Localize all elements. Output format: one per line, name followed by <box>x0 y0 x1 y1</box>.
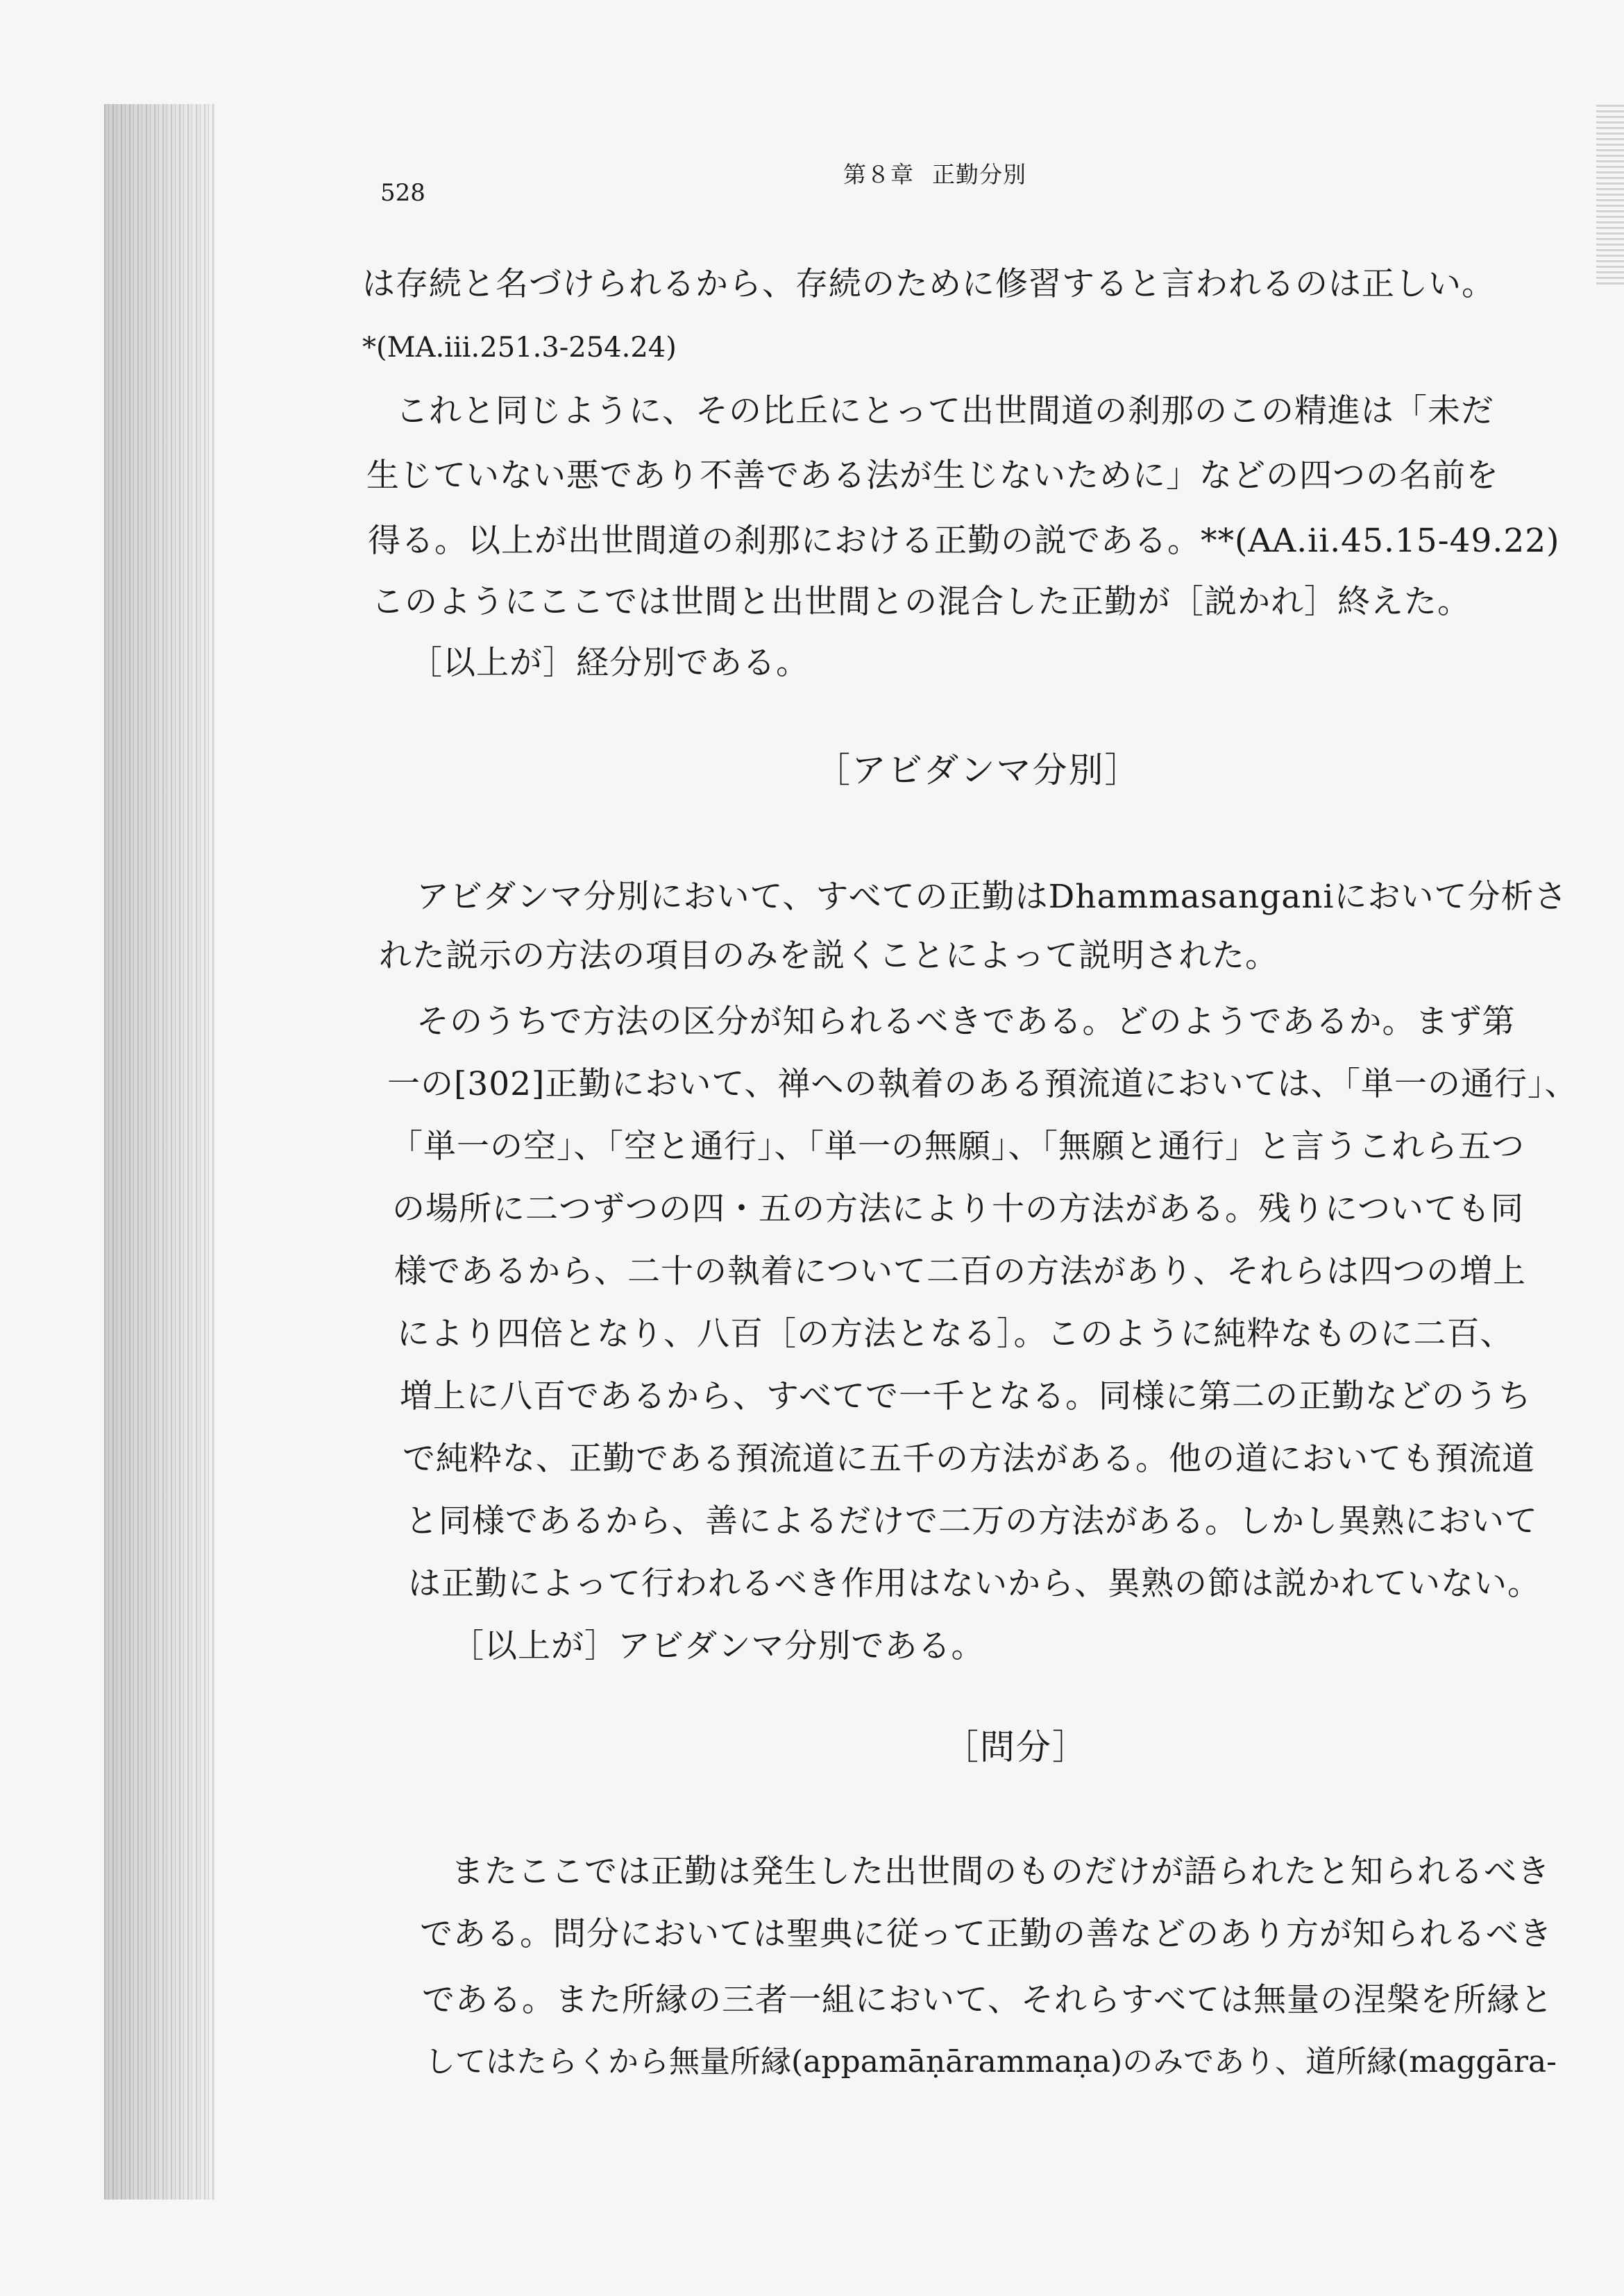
text-line: は正勤によって行われるべき作用はないから、異熟の節は説かれていない。 <box>408 1565 1541 1603</box>
text-line: と同様であるから、善によるだけで二万の方法がある。しかし異熟において <box>405 1502 1538 1540</box>
text-line: これと同じように、その比丘にとって出世間道の刹那のこの精進は「未だ <box>396 392 1495 430</box>
chapter-label: 第８章 <box>843 161 914 188</box>
text-line: で純粋な、正勤である預流道に五千の方法がある。他の道においても預流道 <box>403 1440 1535 1478</box>
citation-line: *(MA.iii.251.3-254.24) <box>362 332 677 364</box>
scan-binding-shadow <box>104 104 215 2200</box>
text-line: ［以上が］経分別である。 <box>409 644 809 682</box>
running-head <box>843 157 1026 189</box>
text-line: 様であるから、二十の執着について二百の方法があり、それらは四つの増上 <box>394 1252 1527 1291</box>
text-line: は存続と名づけられるから、存続のために修習すると言われるのは正しい。 <box>362 265 1495 303</box>
text-line: してはたらくから無量所縁(appamāṇārammaṇa)のみであり、道所縁(maggāra- <box>425 2044 1557 2080</box>
text-line: そのうちで方法の区分が知られるべきである。どのようであるか。まず第 <box>416 1003 1516 1041</box>
text-line: またここでは正勤は発生した出世間のものだけが語られたと知られるべき <box>451 1853 1550 1891</box>
text-line: により四倍となり、八百［の方法となる］。このように純粋なものに二百、 <box>397 1315 1514 1353</box>
text-line: である。また所縁の三者一組において、それらすべては無量の涅槃を所縁と <box>422 1981 1554 2019</box>
section-heading: ［アビダンマ分別］ <box>815 750 1141 790</box>
chapter-title: 正勤分別 <box>932 161 1026 188</box>
text-line: 増上に八百であるから、すべてで一千となる。同様に第二の正勤などのうち <box>400 1377 1532 1415</box>
text-line: 一の[302]正勤において、禅への執着のある預流道においては、「単一の通行」、 <box>387 1065 1578 1103</box>
text-line: このようにここでは世間と出世間との混合した正勤が［説かれ］終えた。 <box>371 583 1471 621</box>
text-line: ［以上が］アビダンマ分別である。 <box>451 1627 985 1665</box>
text-line: れた説示の方法の項目のみを説くことによって説明された。 <box>379 937 1278 975</box>
text-line: 得る。以上が出世間道の刹那における正勤の説である。**(AA.ii.45.15-49.22) <box>368 522 1560 560</box>
text-line: 生じていない悪であり不善である法が生じないために」などの四つの名前を <box>366 457 1499 495</box>
text-line: である。問分においては聖典に従って正勤の善などのあり方が知られるべき <box>420 1915 1553 1953</box>
text-line: の場所に二つずつの四・五の方法により十の方法がある。残りについても同 <box>392 1190 1525 1228</box>
page-number: 528 <box>380 179 425 207</box>
section-heading: ［問分］ <box>944 1727 1088 1767</box>
text-line: アビダンマ分別において、すべての正勤はDhammasanganiにおいて分析さ <box>416 878 1568 916</box>
text-line: 「単一の空」、「空と通行」、「単一の無願」、「無願と通行」と言うこれら五つ <box>390 1128 1525 1166</box>
scan-edge-shadow <box>1596 104 1624 284</box>
